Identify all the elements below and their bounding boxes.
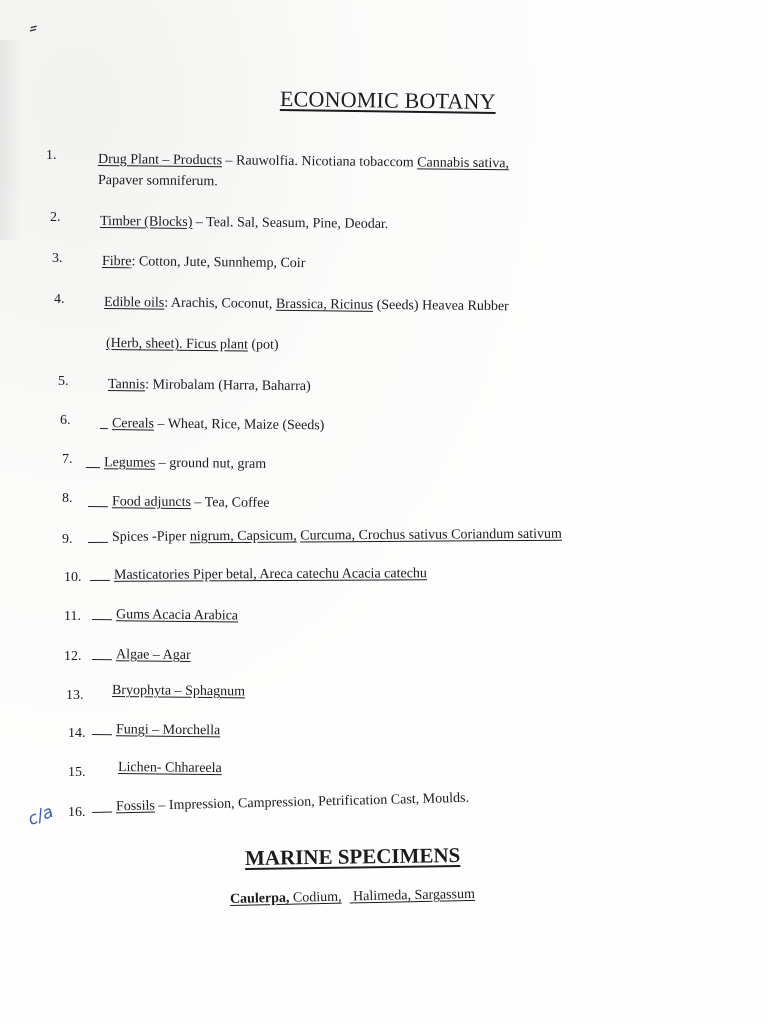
item-detail: ground nut, gram [169, 455, 267, 472]
item-detail: Papaver somniferum. [97, 173, 218, 190]
list-item [92, 791, 469, 816]
item-detail-underlined: . Ficus plant [179, 336, 248, 353]
item-detail-underlined: Curcuma, Crochus sativus Coriandum sativum [300, 526, 562, 544]
list-item [118, 760, 222, 777]
item-number: 7. [62, 452, 73, 467]
item-label: Fossils [115, 798, 156, 815]
item-detail-underlined: (Herb, sheet) [105, 336, 180, 352]
scan-smudge [0, 40, 22, 240]
blank-line [92, 812, 112, 813]
item-label: Algae – Agar [115, 647, 191, 664]
list-item [90, 566, 427, 584]
page-title: ECONOMIC BOTANY [279, 86, 496, 115]
item-number: 12. [64, 649, 82, 664]
list-item [112, 683, 245, 700]
item-separator: – [154, 798, 170, 814]
list-item [88, 527, 562, 546]
item-number: 5. [58, 374, 69, 389]
specimen: Codium, [292, 889, 342, 906]
blank-line [88, 542, 108, 543]
item-label: Fungi – Morchella [115, 722, 221, 739]
blank-line [86, 467, 100, 468]
item-separator: : [145, 377, 153, 393]
list-item [100, 416, 325, 434]
item-label: Lichen- Chhareela [117, 760, 222, 777]
item-separator: – [192, 214, 207, 231]
item-detail: Mirobalam (Harra, Baharra) [152, 377, 311, 395]
item-detail: Rauwolfia. Nicotiana tobaccom [235, 153, 414, 171]
blank-line [92, 619, 112, 620]
item-label: Legumes [103, 455, 156, 471]
item-separator: – [155, 455, 170, 471]
specimen: Halimeda, Sargassum [352, 886, 476, 905]
list-item-continuation [106, 336, 279, 354]
item-separator: : [131, 254, 140, 270]
blank-line [92, 659, 112, 660]
item-detail-underlined: nigrum, Capsicum, [189, 528, 297, 545]
marine-specimens-line [230, 887, 475, 908]
list-item [88, 494, 270, 512]
item-detail: (Seeds) Heavea Rubber [376, 297, 509, 315]
item-detail: Teal. Sal, Seasum, Pine, Deodar. [206, 215, 389, 233]
item-detail: Wheat, Rice, Maize (Seeds) [167, 416, 325, 434]
item-detail: Impression, Campression, Petrification Cast, Moulds. [168, 790, 470, 814]
item-number: 9. [62, 532, 73, 547]
list-item [86, 455, 266, 473]
item-label: Fibre [101, 254, 132, 270]
item-number: 2. [50, 210, 61, 225]
item-label: Food adjuncts [111, 494, 192, 511]
item-separator: - [148, 529, 157, 545]
list-item [92, 607, 238, 625]
item-number: 6. [60, 413, 71, 428]
item-label: Timber (Blocks) [99, 214, 193, 230]
list-item [92, 647, 191, 664]
item-detail: Tea, Coffee [204, 495, 270, 511]
item-label: Masticatories Piper betal, Areca catechu Acacia catechu [113, 566, 427, 583]
item-detail: Cotton, Jute, Sunnhemp, Coir [138, 254, 306, 272]
item-number: 10. [64, 570, 82, 585]
list-item-continuation [98, 173, 218, 190]
item-label: Edible oils [103, 295, 165, 311]
item-number: 14. [68, 726, 86, 741]
handwritten-initials: c/a [25, 801, 57, 831]
blank-line [90, 580, 110, 581]
section-heading: MARINE SPECIMENS [244, 842, 461, 870]
item-detail: (pot) [251, 337, 279, 353]
item-label: Tannis [107, 377, 146, 393]
list-item [108, 377, 311, 395]
item-number: 16. [68, 805, 86, 820]
item-detail: Arachis, Coconut, [170, 295, 273, 312]
list-item [100, 214, 388, 233]
blank-line [88, 506, 108, 507]
item-number: 15. [68, 765, 86, 780]
list-item [102, 254, 306, 272]
specimen-bold: Caulerpa, [229, 890, 290, 907]
item-separator: : [164, 295, 171, 311]
item-label: Gums Acacia Arabica [115, 607, 239, 624]
item-label: Cereals [111, 416, 155, 432]
item-label: Bryophyta – Sphagnum [111, 683, 246, 700]
item-detail: Piper [156, 529, 187, 545]
item-separator: – [190, 495, 205, 511]
list-item [92, 722, 220, 739]
item-label: Drug Plant – Products [97, 152, 223, 169]
corner-pen-mark: ⸗ [27, 13, 40, 40]
item-number: 1. [46, 148, 57, 163]
blank-line [100, 428, 108, 429]
item-number: 11. [64, 609, 81, 624]
item-number: 13. [66, 688, 84, 703]
item-number: 8. [62, 491, 73, 506]
list-item [104, 295, 509, 315]
blank-line [92, 734, 112, 735]
item-number: 3. [52, 251, 63, 266]
item-label: Spices [111, 529, 149, 545]
item-separator: – [221, 153, 237, 169]
list-item [98, 152, 509, 172]
item-number: 4. [54, 292, 65, 307]
item-detail-underlined: Cannabis sativa, [417, 155, 510, 172]
item-detail-underlined: Brassica, Ricinus [275, 296, 374, 313]
item-separator: – [153, 416, 168, 432]
